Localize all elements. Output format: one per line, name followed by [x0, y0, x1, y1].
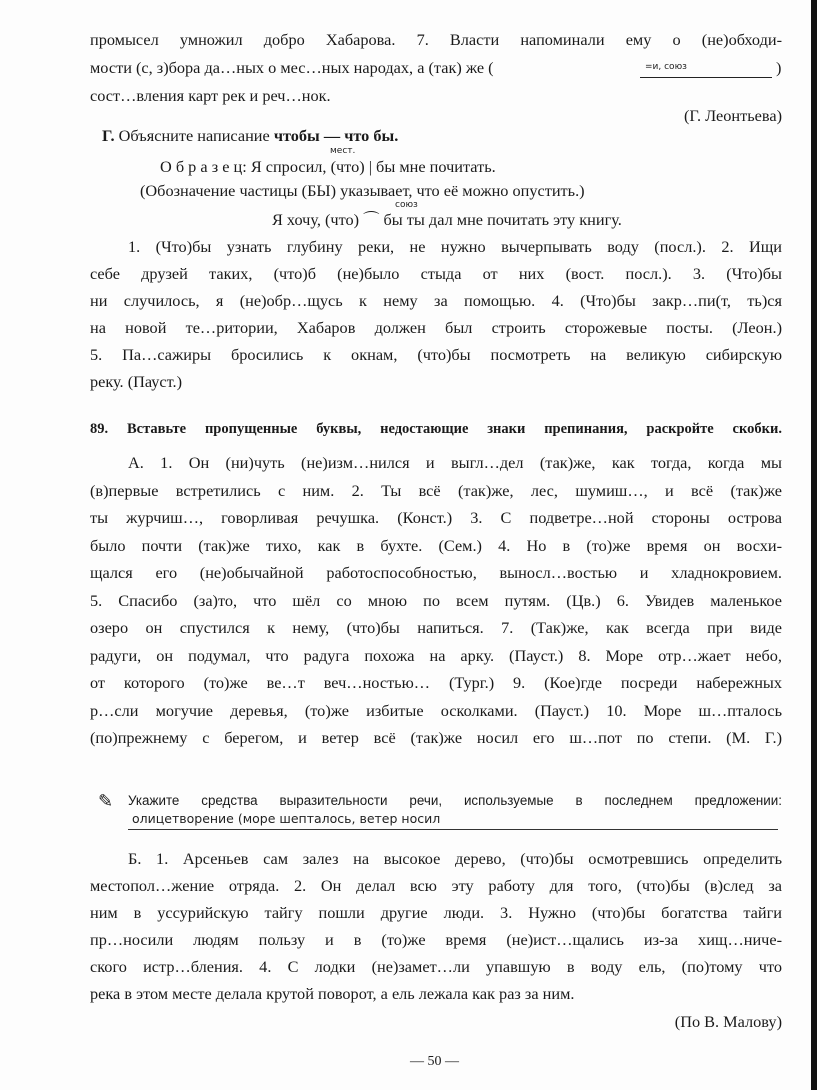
closing-paren: )	[776, 58, 782, 77]
text-line: местопол…жение отряда. 2. Он делал всю эту работу для того, (что)бы (в)след за	[90, 876, 782, 895]
author: (Г. Леонтьева)	[683, 106, 782, 125]
text-line: А. 1. Он (ни)чуть (не)изм…нился и выгл…дел (так)же, как тогда, когда мы	[128, 453, 782, 472]
page-number: — 50 —	[410, 1054, 459, 1069]
text-line: 5. Спасибо (за)то, что шёл со мною по всем путям. (Цв.) 6. Увидев маленькое	[90, 591, 782, 610]
text-line: было почти (так)же тихо, как в бухте. (Сем.) 4. Но в (то)же время он восхи-	[90, 536, 782, 555]
text-line: озеро он спустился к нему, (что)бы напиться. 7. (Так)же, как всегда при виде	[90, 618, 782, 637]
text-line: щался его (не)обычайной работоспособностью, выносл…востью и хладнокровием.	[90, 563, 782, 582]
text-line: Б. 1. Арсеньев сам залез на высокое дерево, (что)бы осмотревшись определить	[128, 849, 782, 868]
text-line: радуги, он подумал, что радуга похожа на арку. (Пауст.) 8. Море отр…жает небо,	[90, 646, 782, 665]
pencil-icon: ✎	[98, 791, 114, 811]
handwritten-note: =и, союз	[645, 62, 687, 72]
sample-text: Я спросил, (что) | бы мне почитать.	[250, 157, 496, 176]
sample-label: О б р а з е ц:	[160, 157, 247, 176]
text-line: промысел умножил добро Хабарова. 7. Власти напоминали ему о (не)обходи-	[90, 30, 782, 49]
text-line: р…сли могучие деревья, (то)же избитые осколками. (Пауст.) 10. Море ш…пталось	[90, 701, 782, 720]
annotation-mest: мест.	[330, 146, 356, 156]
annotation-soyuz: союз	[395, 200, 418, 210]
task-text: Укажите средства выразительности речи, используемые в последнем предложении:	[128, 793, 782, 808]
blank-line	[640, 77, 772, 78]
text-line: ни случилось, я (не)обр…щусь к нему за помощью. 4. (Что)бы закр…пи(т, ть)ся	[90, 291, 782, 310]
sample-line-2: Я хочу, (что) ⌒ бы ты дал мне почитать эту книгу.	[272, 210, 622, 229]
text-line: 5. Па…сажиры бросились к окнам, (что)бы посмотреть на великую сибирскую	[90, 345, 782, 364]
text-line: мости (с, з)бора да…ных о мес…ных народах, а (так) же (	[90, 58, 494, 77]
handwritten-answer: олицетворение (море шепталось, ветер носил	[132, 811, 441, 826]
text-line: сост…вления карт рек и реч…нок.	[90, 86, 331, 105]
instruction-bold: чтобы — что бы.	[273, 126, 399, 145]
text-line: река в этом месте делала крутой поворот, а ель лежала как раз за ним.	[90, 984, 575, 1003]
author: (По В. Малову)	[674, 1012, 782, 1031]
text-line: ты журчиш…, говорливая речушка. (Конст.) 3. С подветре…ной стороны острова	[90, 508, 782, 527]
text-line: (в)первые встретились с ним. 2. Ты всё (так)же, лес, шумиш…, и всё (так)же	[90, 481, 782, 500]
exercise-title: 89. Вставьте пропущенные буквы, недостающие знаки препинания, раскройте скобки.	[90, 421, 782, 437]
answer-line	[128, 829, 778, 830]
text-line: ним в уссурийскую тайгу пошли другие люди. 3. Нужно (что)бы богатства тайги	[90, 903, 782, 922]
text-line: себе друзей таких, (что)б (не)было стыда от них (вост. посл.). 3. (Что)бы	[90, 264, 782, 283]
text-line: (по)прежнему с берегом, и ветер всё (так)же носил его ш…пот по степи. (М. Г.)	[90, 728, 782, 747]
instruction: Объясните написание	[118, 126, 270, 145]
section-letter: Г.	[102, 126, 115, 145]
scan-edge	[811, 0, 817, 1090]
text-line: пр…носили людям пользу и в (то)же время (не)ист…щались из-за хищ…ниче-	[90, 930, 782, 949]
sample-line	[160, 158, 817, 176]
text-line: 1. (Что)бы узнать глубину реки, не нужно вычерпывать воду (посл.). 2. Ищи	[128, 237, 782, 256]
section-g-heading	[102, 127, 794, 145]
text-line: от которого (то)же ве…т веч…ностью… (Тург.) 9. (Кое)где посреди набережных	[90, 673, 782, 692]
text-line: на новой те…ритории, Хабаров должен был строить сторожевые посты. (Леон.)	[90, 318, 782, 337]
note-line: (Обозначение частицы (БЫ) указывает, что её можно опустить.)	[140, 181, 585, 200]
text-line: реку. (Пауст.)	[90, 372, 183, 391]
text-line: ского истр…бления. 4. С лодки (не)замет…ли упавшую в воду ель, (по)тому что	[90, 957, 782, 976]
